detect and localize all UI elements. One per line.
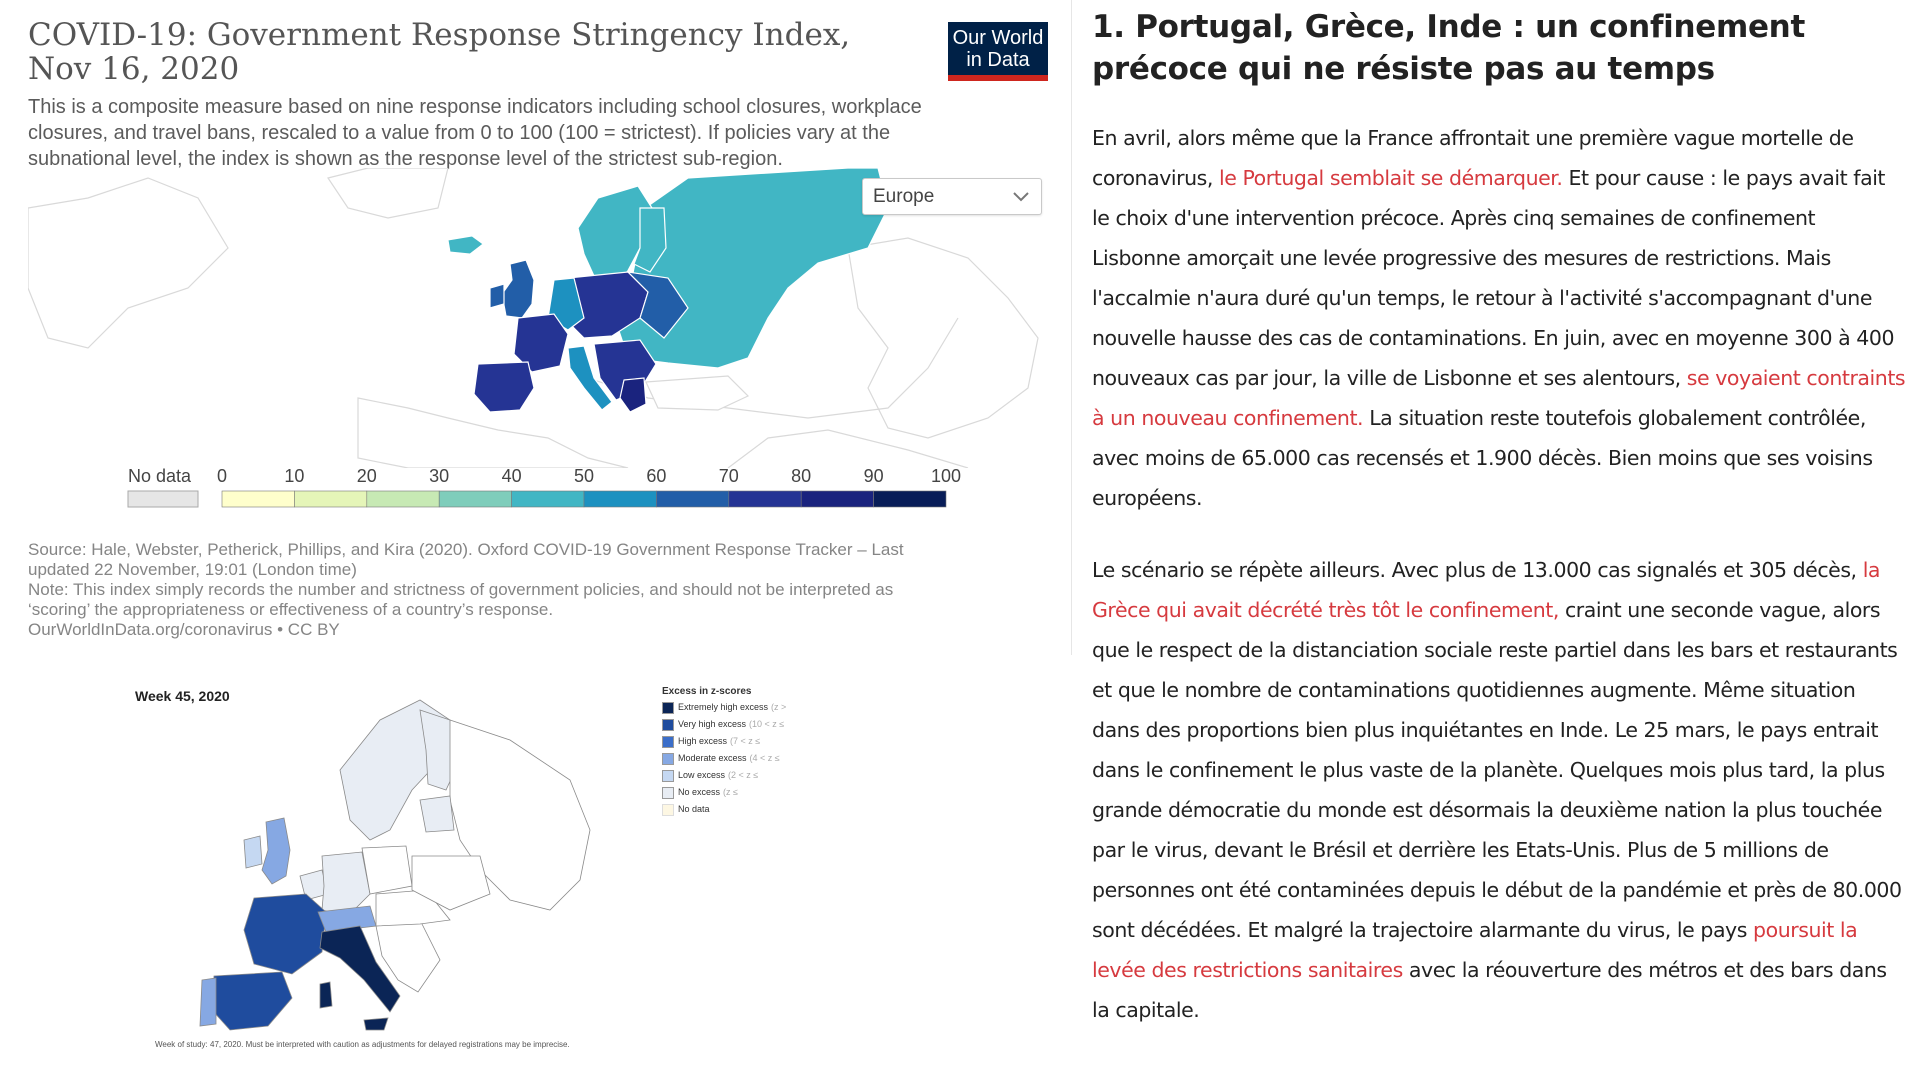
excess-legend-title: Excess in z-scores xyxy=(662,686,752,697)
chart-subtitle: This is a composite measure based on nine response indicators including school closures, workplace closures, and travel bans, rescaled to a value from 0 to 100 (100 = strictest). If policies vary at the subnational level, the index is shown as the response level of the strictest sub-region. xyxy=(28,96,922,170)
excess-legend xyxy=(662,686,852,820)
legend-item-none xyxy=(662,786,852,803)
map-sardinia xyxy=(320,982,332,1008)
source-line-4: ‘scoring’ the appropriateness or effectiveness of a country’s response. xyxy=(28,600,554,619)
map-ireland xyxy=(244,836,262,868)
legend-tick-label: 100 xyxy=(930,466,962,486)
legend-swatch xyxy=(662,753,674,765)
owid-logo[interactable] xyxy=(948,22,1048,81)
legend-item-extremely-high xyxy=(662,701,852,718)
legend-range: (z > xyxy=(771,702,787,712)
excess-map-footnote: Week of study: 47, 2020. Must be interpreted with caution as adjustments for delayed registrations may be imprecise. xyxy=(155,1040,570,1049)
chart-title: COVID-19: Government Response Stringency Index, Nov 16, 2020 xyxy=(28,17,851,87)
legend-bin[interactable] xyxy=(874,491,946,507)
paragraph-text: avec la réouverture des métros et des bars dans la capitale. xyxy=(1092,958,1887,1022)
article-paragraph-2 xyxy=(1092,550,1907,1030)
map-germany xyxy=(322,852,370,916)
region-select-value: Europe xyxy=(873,186,935,207)
legend-bin[interactable] xyxy=(222,491,294,507)
legend-no-data-swatch xyxy=(128,491,198,507)
source-line-2: updated 22 November, 19:01 (London time) xyxy=(28,560,357,579)
legend-item-high xyxy=(662,735,852,752)
legend-range: (7 < z ≤ xyxy=(730,736,761,746)
logo-line-2: in Data xyxy=(966,49,1030,71)
legend-tick-label: 80 xyxy=(791,466,812,486)
legend-range: (z ≤ xyxy=(723,787,738,797)
legend-bin[interactable] xyxy=(656,491,728,507)
legend-tick-label: 20 xyxy=(356,466,377,486)
legend-tick-label: 40 xyxy=(501,466,522,486)
legend-bin[interactable] xyxy=(294,491,366,507)
paragraph-text: Et pour cause : le pays avait fait le choix d'une intervention précoce. Après cinq semaines de confinement Lisbonne amorçait une levée progressive des mesures de restrictions. Mais l'accalmie n'aura duré qu'un temps, le retour à l'activité s'accompagnant d'une nouvelle hausse des cas de contaminations. En juin, avec en moyenne 300 à 400 nouveaux cas par jour, la ville de Lisbonne et ses alentours, xyxy=(1092,166,1895,390)
legend-swatch xyxy=(662,787,674,799)
map-ireland[interactable] xyxy=(490,284,504,308)
source-line-3: Note: This index simply records the number and strictness of government policies, and should not be interpreted as xyxy=(28,580,894,599)
stringency-index-chart xyxy=(0,0,1072,655)
paragraph-text: craint une seconde vague, alors que le respect de la distanciation sociale reste partiel dans les bars et restaurants et que le nombre de contaminations quotidiennes augmente. Même situation dans des proportions bien plus inquiétantes en Inde. Le 25 mars, le pays entrait dans le confinement le plus vaste de la planète. Quelques mois plus tard, la plus grande démocratie du monde est désormais la deuxième nation la plus touchée par le virus, devant le Brésil et derrière les Etats-Unis. Plus de 5 millions de personnes ont été contaminées depuis le début de la pandémie et près de 80.000 sont décédées. Et malgré la trajectoire alarmante du virus, le pays xyxy=(1092,598,1902,942)
legend-item-very-high xyxy=(662,718,852,735)
legend-tick-label: 50 xyxy=(573,466,595,486)
map-france xyxy=(244,894,326,974)
legend-swatch xyxy=(662,770,674,782)
legend-bin[interactable] xyxy=(801,491,873,507)
legend-bin[interactable] xyxy=(729,491,801,507)
legend-label: Extremely high excess xyxy=(678,702,769,712)
chevron-down-icon xyxy=(1011,188,1031,206)
link-grece[interactable]: la Grèce qui avait décrété très tôt le confinement, xyxy=(1092,558,1881,622)
map-greece[interactable] xyxy=(620,378,646,412)
map-sicily xyxy=(364,1018,388,1030)
legend-label: No excess xyxy=(678,787,721,797)
legend-bin[interactable] xyxy=(367,491,439,507)
map-poland xyxy=(362,846,412,894)
legend-bin[interactable] xyxy=(512,491,584,507)
link-portugal[interactable]: le Portugal semblait se démarquer. xyxy=(1219,166,1563,190)
paragraph-text: Le scénario se répète ailleurs. Avec plus de 13.000 cas signalés et 305 décès, xyxy=(1092,558,1863,582)
legend-swatch xyxy=(662,804,674,816)
map-spain xyxy=(212,972,292,1030)
legend-tick-label: 30 xyxy=(429,466,450,486)
legend-range: (10 < z ≤ xyxy=(749,719,785,729)
article xyxy=(1092,6,1907,1030)
legend-bin[interactable] xyxy=(439,491,511,507)
legend-item-low xyxy=(662,769,852,786)
legend-range: (2 < z ≤ xyxy=(728,770,759,780)
article-heading: 1. Portugal, Grèce, Inde : un confinement précoce qui ne résiste pas au temps xyxy=(1092,9,1805,87)
color-legend xyxy=(0,460,1072,520)
map-iberia[interactable] xyxy=(474,362,534,412)
paragraph-text: La situation reste toutefois globalement contrôlée, avec moins de 65.000 cas recensés et 1.900 décès. Bien moins que ses voisins européens. xyxy=(1092,406,1873,510)
legend-swatch xyxy=(662,719,674,731)
legend-tick-label: 90 xyxy=(863,466,884,486)
legend-label: No data xyxy=(678,804,710,814)
link-levee-restrictions[interactable]: poursuit la levée des restrictions sanitaires xyxy=(1092,918,1858,982)
link-nouveau-confinement[interactable]: se voyaient contraints à un nouveau confinement. xyxy=(1092,366,1906,430)
map-turkey[interactable] xyxy=(646,376,748,410)
map-united-kingdom[interactable] xyxy=(502,260,534,318)
logo-red-bar xyxy=(948,75,1048,81)
legend-label: Very high excess xyxy=(678,719,747,729)
legend-tick-label: 70 xyxy=(718,466,739,486)
map-russia[interactable] xyxy=(618,168,888,368)
legend-item-moderate xyxy=(662,752,852,769)
article-paragraph-1 xyxy=(1092,118,1907,518)
chart-source xyxy=(28,540,1028,640)
region-select[interactable] xyxy=(862,178,1042,215)
legend-label: Moderate excess xyxy=(678,753,747,763)
week-title: Week 45, 2020 xyxy=(135,688,230,704)
legend-item-no-data xyxy=(662,803,852,820)
legend-range: (4 < z ≤ xyxy=(749,753,780,763)
map-united-kingdom xyxy=(262,818,290,884)
legend-tick-label: 0 xyxy=(216,466,228,486)
map-iceland[interactable] xyxy=(448,236,483,254)
source-line-1: Source: Hale, Webster, Petherick, Phillips, and Kira (2020). Oxford COVID-19 Government Response Tracker – Last xyxy=(28,540,904,559)
paragraph-text: En avril, alors même que la France affrontait une première vague mortelle de coronavirus, xyxy=(1092,126,1854,190)
legend-tick-label: 10 xyxy=(284,466,305,486)
map-baltics xyxy=(420,796,454,832)
legend-bin[interactable] xyxy=(584,491,656,507)
legend-swatch xyxy=(662,736,674,748)
legend-label: Low excess xyxy=(678,770,726,780)
excess-mortality-map xyxy=(150,680,630,1042)
source-line-5[interactable]: OurWorldInData.org/coronavirus • CC BY xyxy=(28,620,340,639)
legend-swatch xyxy=(662,702,674,714)
map-portugal xyxy=(200,978,216,1026)
legend-tick-label: 60 xyxy=(646,466,667,486)
legend-label: High excess xyxy=(678,736,728,746)
logo-line-1: Our World xyxy=(952,27,1044,49)
excess-mortality-map-panel xyxy=(0,660,1072,1080)
legend-no-data-label: No data xyxy=(128,466,192,486)
